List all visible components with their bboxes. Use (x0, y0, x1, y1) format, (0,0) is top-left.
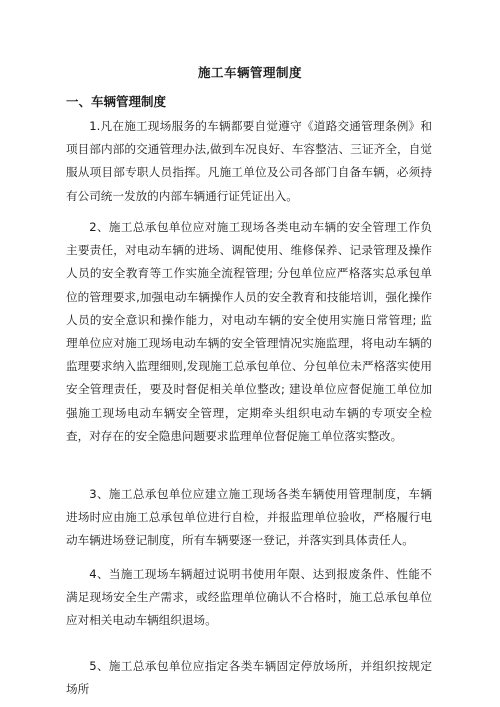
paragraph-3: 3、施工总承包单位应建立施工现场各类车辆使用管理制度，车辆进场时应由施工总承包单位进行自检，并报监理单位验收，严格履行电动车辆进场登记制度，所有车辆要逐一登记，并落实到具体责任人。 (66, 487, 432, 548)
section-heading: 一、车辆管理制度 (66, 94, 167, 109)
document-title: 施工车辆管理制度 (197, 65, 302, 80)
paragraph-5: 5、施工总承包单位应指定各类车辆固定停放场所，并组织按规定场所 (66, 659, 432, 697)
paragraph-1: 1.凡在施工现场服务的车辆都要自觉遵守《道路交通管理条例》和项目部内部的交通管理办法,做到车况良好、车容整洁、三证齐全，自觉服从项目部专职人员指挥。凡施工单位及公司各部门自备车辆，必须持有公司统一发放的内部车辆通行证凭证出入。 (66, 119, 432, 203)
paragraph-2: 2、施工总承包单位应对施工现场各类电动车辆的安全管理工作负主要责任，对电动车辆的进场、调配使用、维修保养、记录管理及操作人员的安全教育等工作实施全流程管理; 分包单位应严格落实总承包单位的管理要求,加强电动车辆操作人员的安全教育和技能培训，强化操作人员的安全意识和操作能力，对电动车辆的安全使用实施日常管理; 监理单位应对施工现场电动车辆的安全管理情况实施监理，将电动车辆的监理要求纳入监理细则,发现施工总承包单位、分包单位未严格落实使用安全管理责任，要及时督促相关单位整改; 建设单位应督促施工单位加强施工现场电动车辆安全管理，定期牵头组织电动车辆的专项安全检查，对存在的安全隐患问题要求监理单位督促施工单位落实整改。 (66, 220, 432, 443)
paragraph-4: 4、当施工现场车辆超过说明书使用年限、达到报废条件、性能不满足现场安全生产需求，或经监理单位确认不合格时，施工总承包单位应对相关电动车辆组织退场。 (66, 567, 432, 628)
